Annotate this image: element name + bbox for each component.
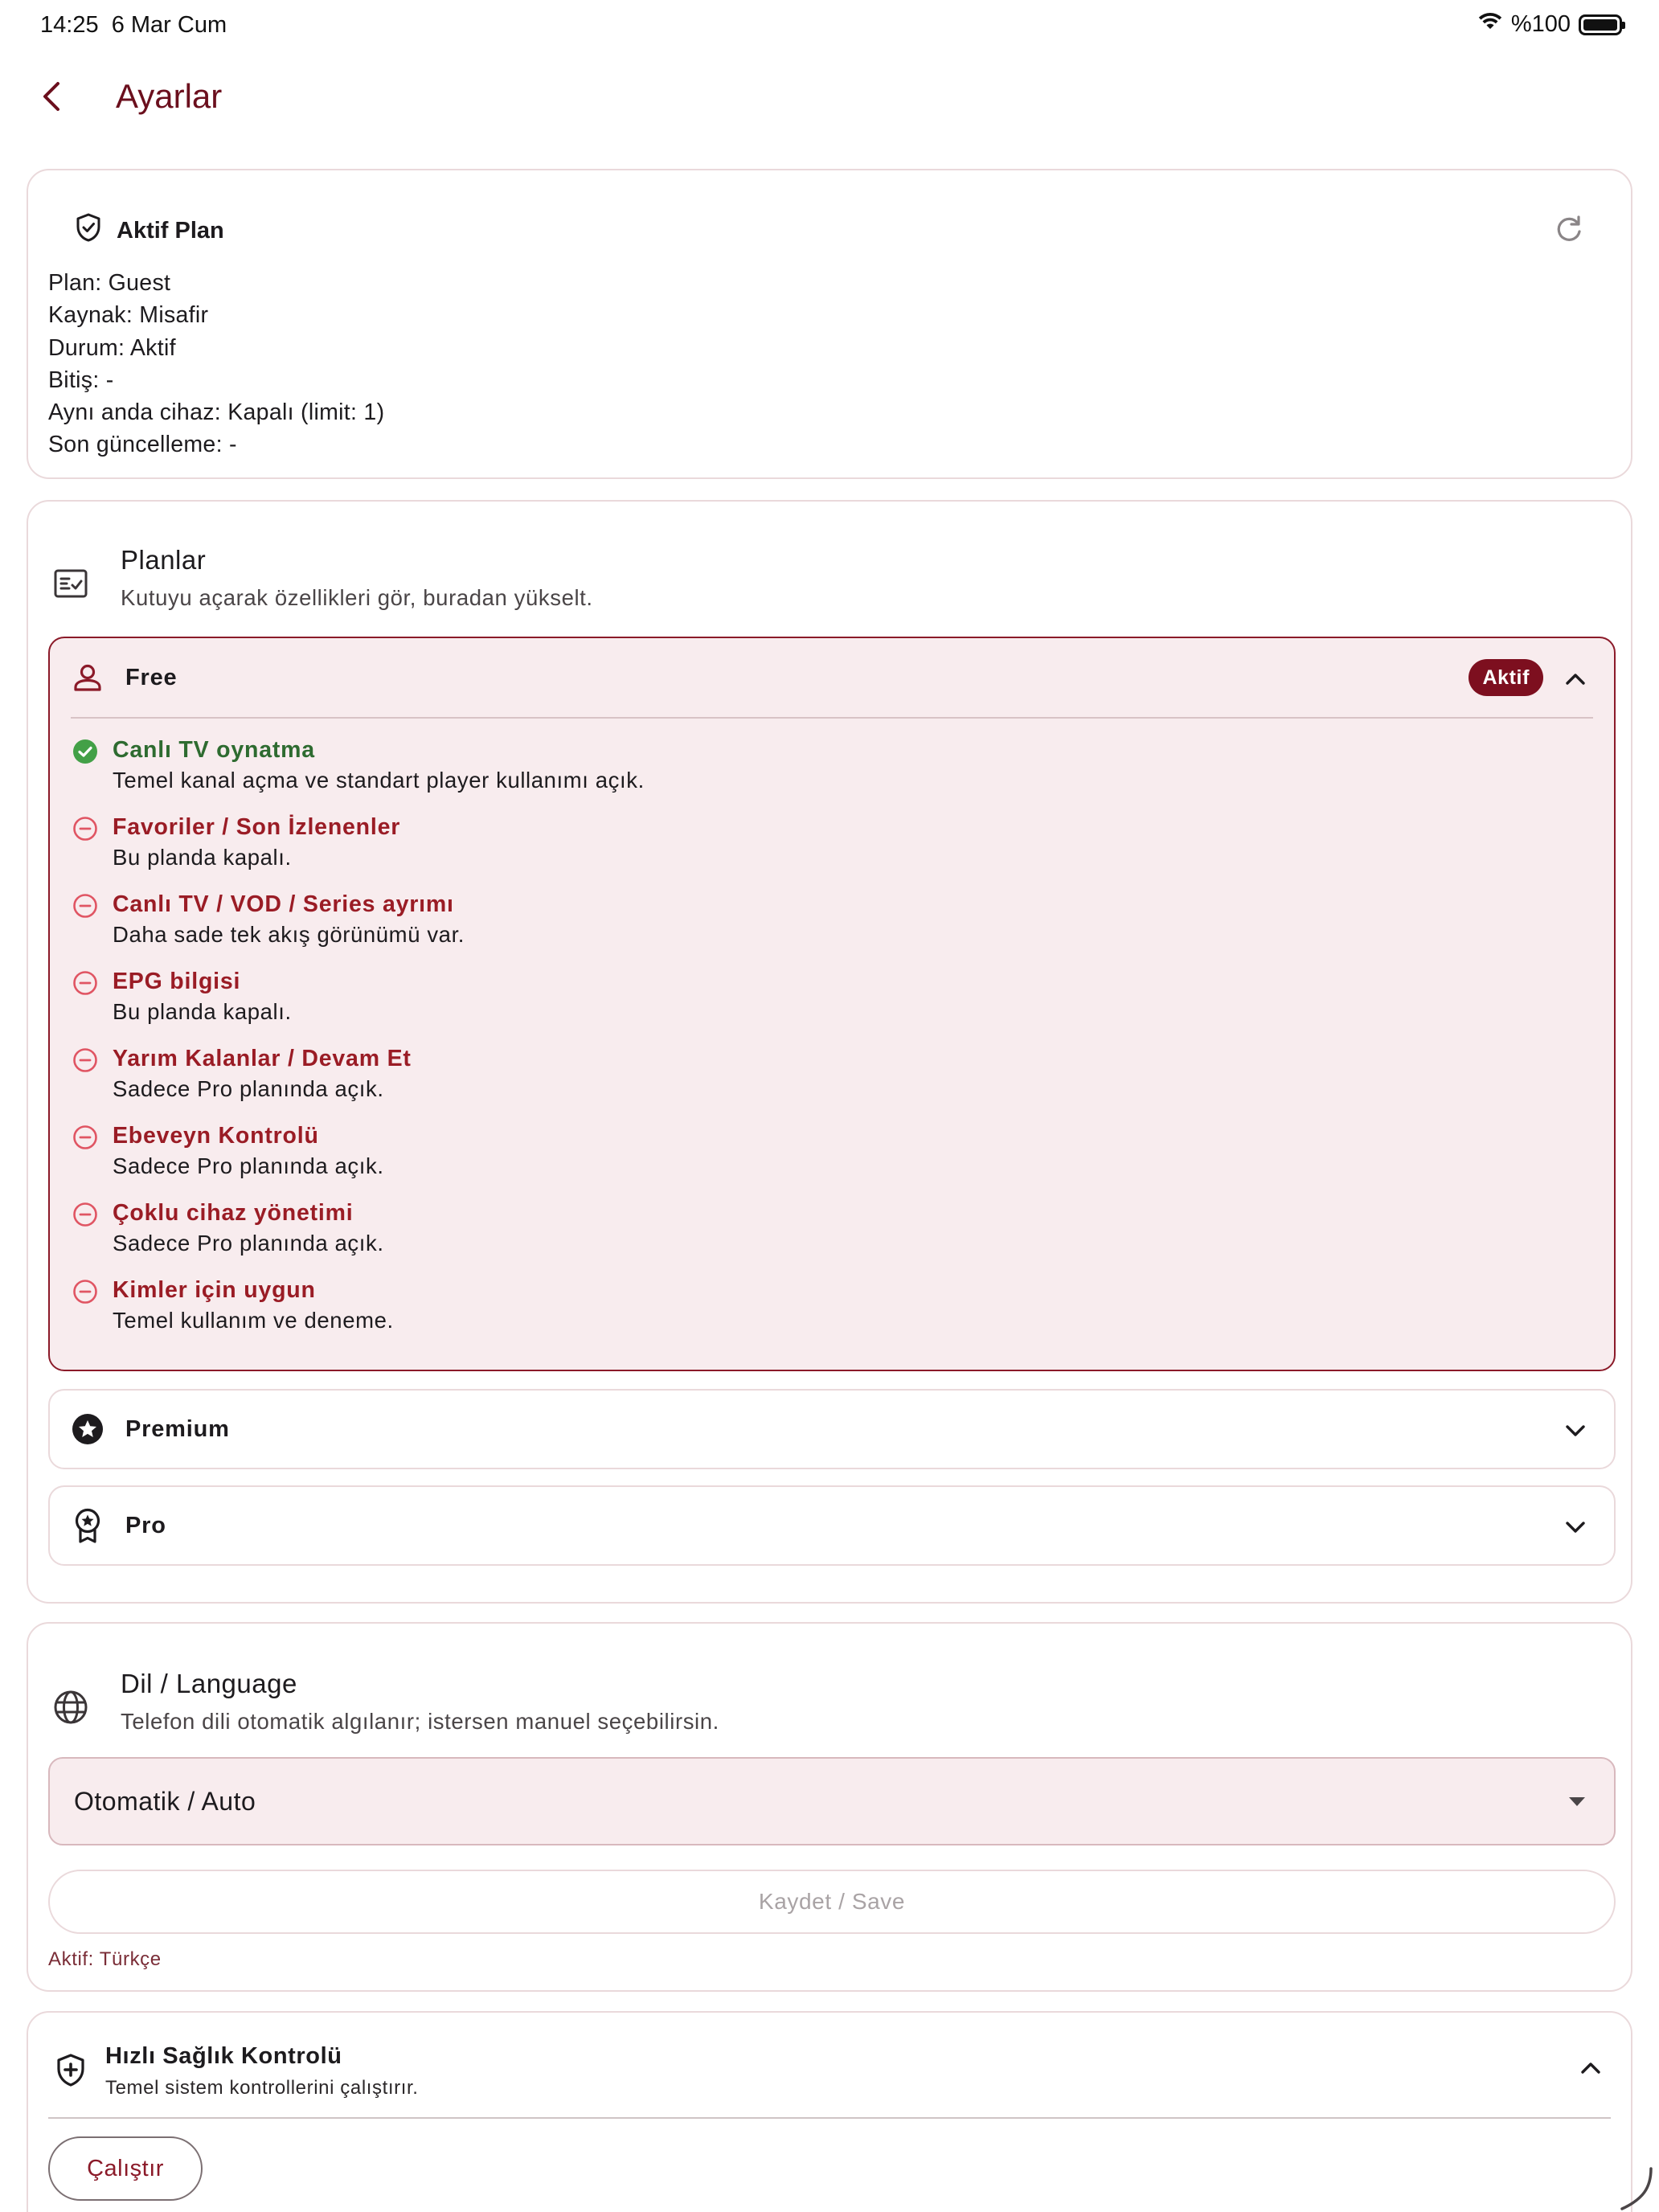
last-update-line: Son güncelleme: - bbox=[48, 432, 237, 458]
feature-desc: Bu planda kapalı. bbox=[113, 845, 292, 870]
plan-line: Plan: Guest bbox=[48, 270, 171, 296]
feature-item bbox=[71, 1198, 384, 1259]
plans-header bbox=[48, 545, 593, 611]
feature-title: Canlı TV / VOD / Series ayrımı bbox=[113, 891, 454, 917]
refresh-button[interactable] bbox=[1549, 211, 1589, 251]
check-circle-icon bbox=[71, 737, 100, 766]
wifi-icon bbox=[1477, 11, 1503, 38]
feature-item bbox=[71, 889, 465, 950]
battery-icon bbox=[1579, 14, 1622, 35]
concurrent-devices-line: Aynı anda cihaz: Kapalı (limit: 1) bbox=[48, 399, 385, 426]
chevron-up-icon bbox=[1579, 2060, 1602, 2079]
active-plan-details bbox=[48, 267, 384, 461]
status-bar bbox=[0, 0, 1659, 51]
plan-premium-name: Premium bbox=[125, 1415, 230, 1442]
chevron-up-icon bbox=[1559, 662, 1591, 694]
source-line: Kaynak: Misafir bbox=[48, 302, 209, 329]
plan-pro-header[interactable] bbox=[48, 1485, 1616, 1566]
minus-circle-icon bbox=[71, 1200, 100, 1229]
home-indicator bbox=[1611, 2164, 1659, 2212]
language-dropdown[interactable] bbox=[48, 1757, 1616, 1845]
feature-desc: Sadece Pro planında açık. bbox=[113, 1076, 384, 1101]
feature-desc: Bu planda kapalı. bbox=[113, 999, 292, 1024]
feature-item bbox=[71, 1043, 412, 1104]
feature-item bbox=[71, 735, 645, 796]
minus-circle-icon bbox=[71, 1277, 100, 1306]
plans-title: Planlar bbox=[121, 545, 207, 575]
feature-item bbox=[71, 812, 400, 873]
feature-desc: Sadece Pro planında açık. bbox=[113, 1231, 384, 1256]
language-subtitle: Telefon dili otomatik algılanır; istersen manuel seçebilirsin. bbox=[121, 1709, 719, 1734]
save-button[interactable]: Kaydet / Save bbox=[48, 1870, 1616, 1934]
language-header bbox=[48, 1669, 719, 1735]
feature-title: Yarım Kalanlar / Devam Et bbox=[113, 1046, 412, 1071]
health-check-divider bbox=[48, 2117, 1611, 2119]
minus-circle-icon bbox=[71, 891, 100, 920]
active-badge: Aktif bbox=[1469, 659, 1543, 696]
health-check-title: Hızlı Sağlık Kontrolü bbox=[105, 2043, 342, 2069]
minus-circle-icon bbox=[71, 969, 100, 997]
status-line: Durum: Aktif bbox=[48, 334, 176, 361]
feature-item bbox=[71, 1275, 394, 1336]
plans-card bbox=[27, 500, 1632, 1604]
status-date: 6 Mar Cum bbox=[111, 12, 227, 38]
feature-item bbox=[71, 1120, 384, 1182]
language-selected-value: Otomatik / Auto bbox=[74, 1786, 256, 1816]
language-title: Dil / Language bbox=[121, 1669, 297, 1698]
plans-subtitle: Kutuyu açarak özellikleri gör, buradan yükselt. bbox=[121, 585, 593, 610]
health-check-card bbox=[27, 2011, 1632, 2212]
minus-circle-icon bbox=[71, 1046, 100, 1075]
page-title: Ayarlar bbox=[116, 77, 223, 115]
active-plan-title: Aktif Plan bbox=[117, 217, 224, 244]
run-button[interactable]: Çalıştır bbox=[48, 2136, 203, 2201]
person-icon bbox=[68, 657, 108, 698]
active-plan-header bbox=[75, 212, 224, 249]
plan-pro-name: Pro bbox=[125, 1512, 166, 1538]
globe-icon bbox=[48, 1685, 93, 1730]
chevron-down-icon bbox=[1559, 1511, 1591, 1543]
collapse-button[interactable] bbox=[1575, 2053, 1607, 2085]
feature-desc: Temel kullanım ve deneme. bbox=[113, 1308, 394, 1333]
feature-desc: Temel kanal açma ve standart player kullanımı açık. bbox=[113, 768, 645, 793]
app-bar bbox=[0, 64, 1659, 132]
active-language-label: Aktif: Türkçe bbox=[48, 1948, 162, 1970]
feature-desc: Daha sade tek akış görünümü var. bbox=[113, 922, 465, 947]
feature-title: EPG bilgisi bbox=[113, 969, 241, 994]
battery-percent: %100 bbox=[1510, 11, 1571, 37]
status-indicators bbox=[1477, 11, 1622, 38]
minus-circle-icon bbox=[71, 1123, 100, 1152]
language-card bbox=[27, 1622, 1632, 1992]
plan-premium-header[interactable] bbox=[48, 1389, 1616, 1469]
chevron-left-icon bbox=[40, 80, 63, 117]
feature-title: Çoklu cihaz yönetimi bbox=[113, 1200, 354, 1226]
back-button[interactable] bbox=[29, 76, 74, 121]
feature-desc: Sadece Pro planında açık. bbox=[113, 1153, 384, 1178]
status-clock: 14:25 bbox=[40, 12, 99, 38]
shield-check-icon bbox=[75, 212, 102, 249]
feature-item bbox=[71, 966, 292, 1027]
feature-title: Favoriler / Son İzlenenler bbox=[113, 814, 401, 840]
chevron-down-icon bbox=[1559, 1415, 1591, 1447]
plan-free-header[interactable] bbox=[50, 638, 1614, 717]
status-time bbox=[40, 12, 227, 39]
health-check-subtitle: Temel sistem kontrollerini çalıştırır. bbox=[105, 2077, 419, 2099]
plan-divider bbox=[71, 717, 1593, 719]
star-badge-icon bbox=[68, 1409, 108, 1449]
active-plan-card bbox=[27, 169, 1632, 479]
feature-title: Kimler için uygun bbox=[113, 1277, 316, 1303]
feature-title: Ebeveyn Kontrolü bbox=[113, 1123, 319, 1149]
minus-circle-icon bbox=[71, 814, 100, 843]
award-ribbon-icon bbox=[68, 1505, 108, 1546]
plan-free-panel bbox=[48, 637, 1616, 1371]
plan-free-name: Free bbox=[125, 664, 178, 690]
checklist-icon bbox=[48, 561, 93, 606]
refresh-icon bbox=[1554, 214, 1584, 248]
shield-plus-icon bbox=[48, 2048, 93, 2093]
feature-title: Canlı TV oynatma bbox=[113, 737, 315, 763]
dropdown-arrow-icon bbox=[1569, 1797, 1585, 1806]
expiry-line: Bitiş: - bbox=[48, 367, 114, 393]
